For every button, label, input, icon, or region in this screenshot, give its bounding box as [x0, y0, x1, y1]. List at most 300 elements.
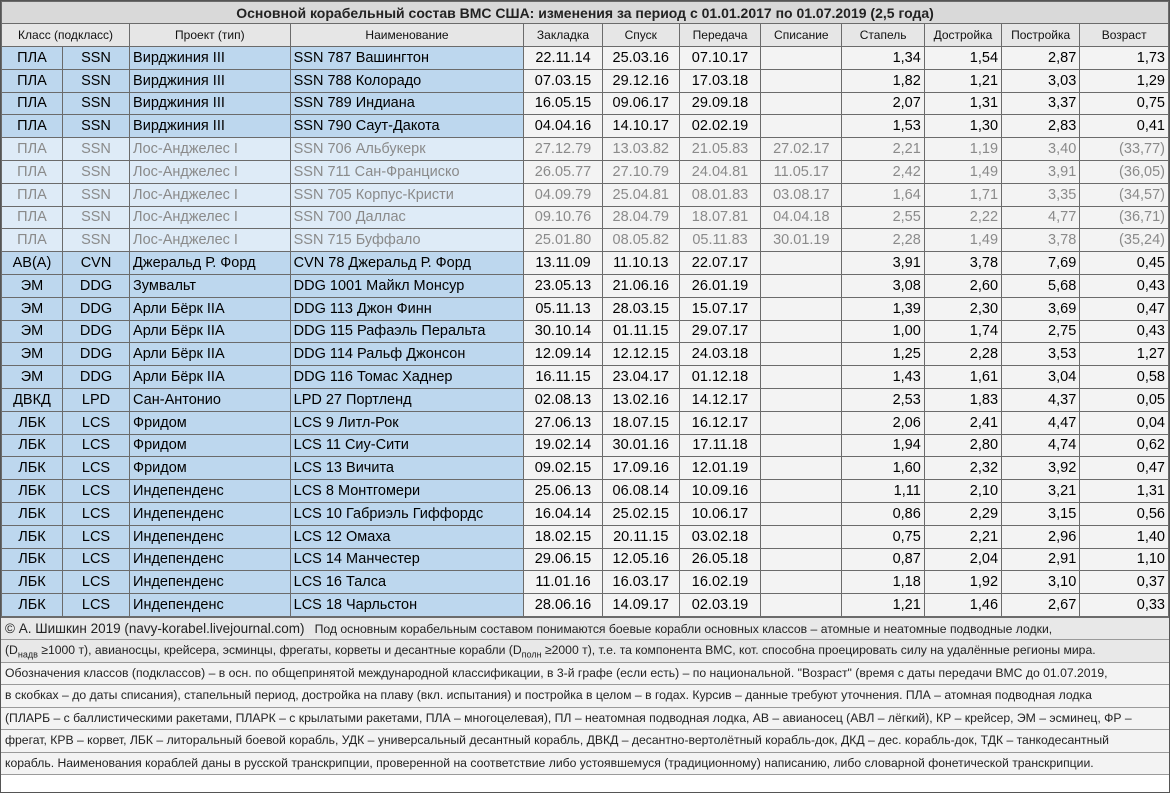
laid-down-cell: 13.11.09 — [524, 252, 602, 275]
fitting-out-cell: 1,30 — [924, 115, 1001, 138]
table-row — [2, 138, 1169, 161]
slipway-cell: 1,34 — [842, 47, 924, 70]
table-row — [2, 457, 1169, 480]
delivery-cell: 26.05.18 — [679, 548, 760, 571]
project-cell: Сан-Антонио — [130, 388, 291, 411]
table-row — [2, 411, 1169, 434]
class-cell: ПЛА — [2, 92, 63, 115]
construction-cell: 2,91 — [1002, 548, 1080, 571]
decommission-cell — [761, 548, 842, 571]
project-cell: Лос-Анджелес I — [130, 138, 291, 161]
name-cell: SSN 715 Буффало — [290, 229, 524, 252]
laid-down-cell: 12.09.14 — [524, 343, 602, 366]
launch-cell: 25.03.16 — [602, 47, 679, 70]
launch-cell: 14.10.17 — [602, 115, 679, 138]
fitting-out-cell: 1,49 — [924, 160, 1001, 183]
fitting-out-cell: 2,10 — [924, 480, 1001, 503]
fitting-out-cell: 2,22 — [924, 206, 1001, 229]
subclass-cell: LCS — [62, 480, 129, 503]
name-cell: SSN 700 Даллас — [290, 206, 524, 229]
launch-cell: 28.04.79 — [602, 206, 679, 229]
name-cell: SSN 790 Саут-Дакота — [290, 115, 524, 138]
name-cell: LCS 9 Литл-Рок — [290, 411, 524, 434]
fitting-out-cell: 1,49 — [924, 229, 1001, 252]
subclass-cell: CVN — [62, 252, 129, 275]
launch-cell: 06.08.14 — [602, 480, 679, 503]
decommission-cell: 27.02.17 — [761, 138, 842, 161]
fitting-out-cell: 1,92 — [924, 571, 1001, 594]
construction-cell: 4,37 — [1002, 388, 1080, 411]
fitting-out-cell: 2,04 — [924, 548, 1001, 571]
age-cell: 1,27 — [1080, 343, 1169, 366]
decommission-cell — [761, 320, 842, 343]
project-cell: Арли Бёрк IIA — [130, 297, 291, 320]
table-title: Основной корабельный состав ВМС США: изменения за период с 01.01.2017 по 01.07.2019 (2,5 года) — [2, 2, 1169, 24]
age-cell: (36,05) — [1080, 160, 1169, 183]
laid-down-cell: 09.10.76 — [524, 206, 602, 229]
age-cell: 0,62 — [1080, 434, 1169, 457]
project-cell: Арли Бёрк IIA — [130, 366, 291, 389]
construction-cell: 5,68 — [1002, 274, 1080, 297]
fitting-out-cell: 1,61 — [924, 366, 1001, 389]
fitting-out-cell: 1,83 — [924, 388, 1001, 411]
slipway-cell: 2,21 — [842, 138, 924, 161]
ships-table — [1, 1, 1169, 617]
table-row — [2, 320, 1169, 343]
age-cell: (36,71) — [1080, 206, 1169, 229]
slipway-cell: 1,21 — [842, 594, 924, 617]
slipway-cell: 1,39 — [842, 297, 924, 320]
delivery-cell: 07.10.17 — [679, 47, 760, 70]
name-cell: SSN 711 Сан-Франциско — [290, 160, 524, 183]
laid-down-cell: 16.04.14 — [524, 502, 602, 525]
class-cell: ПЛА — [2, 47, 63, 70]
slipway-cell: 2,07 — [842, 92, 924, 115]
table-row — [2, 92, 1169, 115]
table-row — [2, 206, 1169, 229]
note-text: ≥1000 т), авианосцы, крейсера, эсминцы, фрегаты, корветы и десантные корабли (D — [37, 643, 522, 658]
slipway-cell: 1,00 — [842, 320, 924, 343]
subclass-cell: DDG — [62, 274, 129, 297]
class-cell: ПЛА — [2, 206, 63, 229]
class-cell: ПЛА — [2, 69, 63, 92]
note-subscript: полн — [521, 649, 542, 660]
laid-down-cell: 26.05.77 — [524, 160, 602, 183]
decommission-cell: 03.08.17 — [761, 183, 842, 206]
project-cell: Зумвальт — [130, 274, 291, 297]
table-row — [2, 502, 1169, 525]
name-cell: CVN 78 Джеральд Р. Форд — [290, 252, 524, 275]
table-row — [2, 229, 1169, 252]
age-cell: (33,77) — [1080, 138, 1169, 161]
construction-cell: 4,47 — [1002, 411, 1080, 434]
age-cell: 1,31 — [1080, 480, 1169, 503]
laid-down-cell: 11.01.16 — [524, 571, 602, 594]
name-cell: LCS 12 Омаха — [290, 525, 524, 548]
project-cell: Индепенденс — [130, 571, 291, 594]
decommission-cell — [761, 594, 842, 617]
subclass-cell: LCS — [62, 502, 129, 525]
note-line-2 — [1, 640, 1169, 663]
decommission-cell — [761, 457, 842, 480]
age-cell: 0,47 — [1080, 457, 1169, 480]
table-row — [2, 115, 1169, 138]
laid-down-cell: 25.01.80 — [524, 229, 602, 252]
fitting-out-cell: 1,19 — [924, 138, 1001, 161]
launch-cell: 20.11.15 — [602, 525, 679, 548]
fitting-out-cell: 1,31 — [924, 92, 1001, 115]
launch-cell: 12.05.16 — [602, 548, 679, 571]
launch-cell: 13.03.82 — [602, 138, 679, 161]
note-line-5: (ПЛАРБ – с баллистическими ракетами, ПЛАРК – с крылатыми ракетами, ПЛА – многоцелевая), ПЛ – неатомная подводная лодка, АВ – авианосец (АВЛ – лёгкий), КР – крейсер, ЭМ – эсминец, ФР – — [1, 708, 1169, 731]
decommission-cell — [761, 366, 842, 389]
project-cell: Фридом — [130, 434, 291, 457]
note-subscript: надв — [17, 649, 38, 660]
note-line-3: Обозначения классов (подклассов) – в осн. по общепринятой международной классификации, в 3-й графе (если есть) – по национальной. "Возраст" (время с даты передачи ВМС до 01.07.2019, — [1, 663, 1169, 686]
table-row — [2, 343, 1169, 366]
fitting-out-cell: 3,78 — [924, 252, 1001, 275]
name-cell: DDG 116 Томас Хаднер — [290, 366, 524, 389]
fitting-out-cell: 1,21 — [924, 69, 1001, 92]
subclass-cell: DDG — [62, 297, 129, 320]
fitting-out-cell: 2,60 — [924, 274, 1001, 297]
launch-cell: 14.09.17 — [602, 594, 679, 617]
slipway-cell: 2,55 — [842, 206, 924, 229]
name-cell: SSN 706 Альбукерк — [290, 138, 524, 161]
slipway-cell: 1,11 — [842, 480, 924, 503]
fitting-out-cell: 2,32 — [924, 457, 1001, 480]
laid-down-cell: 16.11.15 — [524, 366, 602, 389]
age-cell: 0,05 — [1080, 388, 1169, 411]
name-cell: SSN 787 Вашингтон — [290, 47, 524, 70]
project-cell: Фридом — [130, 411, 291, 434]
decommission-cell: 11.05.17 — [761, 160, 842, 183]
delivery-cell: 26.01.19 — [679, 274, 760, 297]
decommission-cell — [761, 480, 842, 503]
laid-down-cell: 04.04.16 — [524, 115, 602, 138]
name-cell: DDG 113 Джон Финн — [290, 297, 524, 320]
subclass-cell: LCS — [62, 434, 129, 457]
age-cell: 0,75 — [1080, 92, 1169, 115]
class-cell: ЭМ — [2, 297, 63, 320]
class-cell: АВ(А) — [2, 252, 63, 275]
project-cell: Индепенденс — [130, 594, 291, 617]
notes-section — [1, 617, 1169, 776]
fitting-out-cell: 2,41 — [924, 411, 1001, 434]
construction-cell: 2,67 — [1002, 594, 1080, 617]
class-cell: ЛБК — [2, 571, 63, 594]
construction-cell: 3,03 — [1002, 69, 1080, 92]
construction-cell: 2,96 — [1002, 525, 1080, 548]
delivery-cell: 17.03.18 — [679, 69, 760, 92]
name-cell: LCS 18 Чарльстон — [290, 594, 524, 617]
fitting-out-cell: 1,46 — [924, 594, 1001, 617]
header-name: Наименование — [290, 24, 524, 47]
decommission-cell — [761, 274, 842, 297]
note-line-7: корабль. Наименования кораблей даны в русской транскрипции, проверенной на соответствие либо устоявшемуся (традиционному) написанию, либо словарной фонетической транскрипции. — [1, 753, 1169, 776]
class-cell: ЛБК — [2, 594, 63, 617]
table-row — [2, 388, 1169, 411]
header-project: Проект (тип) — [130, 24, 291, 47]
age-cell: 0,45 — [1080, 252, 1169, 275]
delivery-cell: 17.11.18 — [679, 434, 760, 457]
header-slipway: Стапель — [842, 24, 924, 47]
table-row — [2, 571, 1169, 594]
table-row — [2, 160, 1169, 183]
construction-cell: 3,78 — [1002, 229, 1080, 252]
class-cell: ЛБК — [2, 457, 63, 480]
table-row — [2, 366, 1169, 389]
delivery-cell: 24.04.81 — [679, 160, 760, 183]
age-cell: (34,57) — [1080, 183, 1169, 206]
construction-cell: 3,37 — [1002, 92, 1080, 115]
launch-cell: 28.03.15 — [602, 297, 679, 320]
launch-cell: 21.06.16 — [602, 274, 679, 297]
table-row — [2, 525, 1169, 548]
age-cell: 0,43 — [1080, 320, 1169, 343]
delivery-cell: 03.02.18 — [679, 525, 760, 548]
launch-cell: 11.10.13 — [602, 252, 679, 275]
name-cell: DDG 115 Рафаэль Перальта — [290, 320, 524, 343]
subclass-cell: SSN — [62, 92, 129, 115]
class-cell: ЛБК — [2, 480, 63, 503]
construction-cell: 3,04 — [1002, 366, 1080, 389]
delivery-cell: 16.02.19 — [679, 571, 760, 594]
subclass-cell: LCS — [62, 571, 129, 594]
decommission-cell — [761, 92, 842, 115]
laid-down-cell: 05.11.13 — [524, 297, 602, 320]
name-cell: LCS 8 Монтгомери — [290, 480, 524, 503]
name-cell: LCS 10 Габриэль Гиффордс — [290, 502, 524, 525]
slipway-cell: 0,87 — [842, 548, 924, 571]
name-cell: DDG 114 Ральф Джонсон — [290, 343, 524, 366]
header-class: Класс (подкласс) — [2, 24, 130, 47]
age-cell: 0,56 — [1080, 502, 1169, 525]
slipway-cell: 0,86 — [842, 502, 924, 525]
delivery-cell: 02.03.19 — [679, 594, 760, 617]
construction-cell: 4,77 — [1002, 206, 1080, 229]
fitting-out-cell: 1,54 — [924, 47, 1001, 70]
delivery-cell: 18.07.81 — [679, 206, 760, 229]
table-row — [2, 47, 1169, 70]
construction-cell: 3,21 — [1002, 480, 1080, 503]
launch-cell: 17.09.16 — [602, 457, 679, 480]
launch-cell: 30.01.16 — [602, 434, 679, 457]
delivery-cell: 29.07.17 — [679, 320, 760, 343]
laid-down-cell: 23.05.13 — [524, 274, 602, 297]
launch-cell: 12.12.15 — [602, 343, 679, 366]
class-cell: ЭМ — [2, 343, 63, 366]
class-cell: ПЛА — [2, 160, 63, 183]
construction-cell: 4,74 — [1002, 434, 1080, 457]
name-cell: SSN 705 Корпус-Кристи — [290, 183, 524, 206]
header-delivery: Передача — [679, 24, 760, 47]
project-cell: Лос-Анджелес I — [130, 160, 291, 183]
class-cell: ЭМ — [2, 366, 63, 389]
table-row — [2, 434, 1169, 457]
slipway-cell: 2,42 — [842, 160, 924, 183]
project-cell: Индепенденс — [130, 525, 291, 548]
slipway-cell: 1,60 — [842, 457, 924, 480]
age-cell: 1,29 — [1080, 69, 1169, 92]
laid-down-cell: 29.06.15 — [524, 548, 602, 571]
name-cell: SSN 789 Индиана — [290, 92, 524, 115]
name-cell: SSN 788 Колорадо — [290, 69, 524, 92]
age-cell: 1,40 — [1080, 525, 1169, 548]
slipway-cell: 1,82 — [842, 69, 924, 92]
name-cell: LCS 14 Манчестер — [290, 548, 524, 571]
subclass-cell: LCS — [62, 525, 129, 548]
project-cell: Индепенденс — [130, 502, 291, 525]
laid-down-cell: 19.02.14 — [524, 434, 602, 457]
delivery-cell: 24.03.18 — [679, 343, 760, 366]
class-cell: ЛБК — [2, 434, 63, 457]
launch-cell: 25.04.81 — [602, 183, 679, 206]
note-line-1 — [1, 618, 1169, 641]
slipway-cell: 1,25 — [842, 343, 924, 366]
table-row — [2, 274, 1169, 297]
decommission-cell — [761, 252, 842, 275]
header-decommission: Списание — [761, 24, 842, 47]
decommission-cell — [761, 525, 842, 548]
slipway-cell: 3,08 — [842, 274, 924, 297]
laid-down-cell: 16.05.15 — [524, 92, 602, 115]
construction-cell: 2,75 — [1002, 320, 1080, 343]
delivery-cell: 05.11.83 — [679, 229, 760, 252]
laid-down-cell: 22.11.14 — [524, 47, 602, 70]
laid-down-cell: 27.06.13 — [524, 411, 602, 434]
slipway-cell: 3,91 — [842, 252, 924, 275]
class-cell: ПЛА — [2, 183, 63, 206]
subclass-cell: DDG — [62, 320, 129, 343]
class-cell: ЭМ — [2, 274, 63, 297]
subclass-cell: LCS — [62, 457, 129, 480]
slipway-cell: 1,94 — [842, 434, 924, 457]
laid-down-cell: 09.02.15 — [524, 457, 602, 480]
slipway-cell: 2,53 — [842, 388, 924, 411]
note-text: (D — [5, 643, 18, 658]
delivery-cell: 14.12.17 — [679, 388, 760, 411]
project-cell: Вирджиния III — [130, 69, 291, 92]
project-cell: Вирджиния III — [130, 47, 291, 70]
class-cell: ДВКД — [2, 388, 63, 411]
project-cell: Лос-Анджелес I — [130, 183, 291, 206]
decommission-cell — [761, 115, 842, 138]
header-laid-down: Закладка — [524, 24, 602, 47]
age-cell: (35,24) — [1080, 229, 1169, 252]
header-age: Возраст — [1080, 24, 1169, 47]
subclass-cell: SSN — [62, 183, 129, 206]
construction-cell: 2,83 — [1002, 115, 1080, 138]
project-cell: Арли Бёрк IIA — [130, 320, 291, 343]
subclass-cell: SSN — [62, 229, 129, 252]
table-body — [2, 47, 1169, 617]
class-cell: ПЛА — [2, 115, 63, 138]
launch-cell: 27.10.79 — [602, 160, 679, 183]
project-cell: Лос-Анджелес I — [130, 229, 291, 252]
launch-cell: 01.11.15 — [602, 320, 679, 343]
fitting-out-cell: 2,29 — [924, 502, 1001, 525]
project-cell: Индепенденс — [130, 480, 291, 503]
laid-down-cell: 02.08.13 — [524, 388, 602, 411]
delivery-cell: 01.12.18 — [679, 366, 760, 389]
subclass-cell: LCS — [62, 594, 129, 617]
subclass-cell: DDG — [62, 343, 129, 366]
launch-cell: 08.05.82 — [602, 229, 679, 252]
table-row — [2, 548, 1169, 571]
header-construction: Постройка — [1002, 24, 1080, 47]
construction-cell: 7,69 — [1002, 252, 1080, 275]
age-cell: 0,43 — [1080, 274, 1169, 297]
delivery-cell: 16.12.17 — [679, 411, 760, 434]
class-cell: ПЛА — [2, 229, 63, 252]
delivery-cell: 22.07.17 — [679, 252, 760, 275]
project-cell: Вирджиния III — [130, 92, 291, 115]
launch-cell: 25.02.15 — [602, 502, 679, 525]
table-row — [2, 480, 1169, 503]
decommission-cell: 04.04.18 — [761, 206, 842, 229]
fitting-out-cell: 2,28 — [924, 343, 1001, 366]
name-cell: LCS 13 Вичита — [290, 457, 524, 480]
age-cell: 0,58 — [1080, 366, 1169, 389]
project-cell: Арли Бёрк IIA — [130, 343, 291, 366]
table-row — [2, 297, 1169, 320]
subclass-cell: SSN — [62, 115, 129, 138]
launch-cell: 29.12.16 — [602, 69, 679, 92]
note-line-4: в скобках – до даты списания), стапельный период, достройка на плаву (вкл. испытания) и постройка в целом – в годах. Курсив – данные требуют уточнения. ПЛА – атомная подводная лодка — [1, 685, 1169, 708]
construction-cell: 3,15 — [1002, 502, 1080, 525]
project-cell: Индепенденс — [130, 548, 291, 571]
delivery-cell: 29.09.18 — [679, 92, 760, 115]
class-cell: ЛБК — [2, 411, 63, 434]
subclass-cell: LPD — [62, 388, 129, 411]
class-cell: ЛБК — [2, 525, 63, 548]
construction-cell: 2,87 — [1002, 47, 1080, 70]
name-cell: LCS 16 Талса — [290, 571, 524, 594]
note-text: ≥2000 т), т.е. та компонента ВМС, кот. способна проецировать силу на удалённые регионы мира. — [541, 643, 1096, 658]
slipway-cell: 2,06 — [842, 411, 924, 434]
project-cell: Вирджиния III — [130, 115, 291, 138]
class-cell: ЛБК — [2, 548, 63, 571]
laid-down-cell: 30.10.14 — [524, 320, 602, 343]
laid-down-cell: 25.06.13 — [524, 480, 602, 503]
construction-cell: 3,91 — [1002, 160, 1080, 183]
class-cell: ПЛА — [2, 138, 63, 161]
slipway-cell: 2,28 — [842, 229, 924, 252]
laid-down-cell: 18.02.15 — [524, 525, 602, 548]
laid-down-cell: 07.03.15 — [524, 69, 602, 92]
construction-cell: 3,10 — [1002, 571, 1080, 594]
subclass-cell: DDG — [62, 366, 129, 389]
delivery-cell: 08.01.83 — [679, 183, 760, 206]
subclass-cell: LCS — [62, 548, 129, 571]
fitting-out-cell: 1,74 — [924, 320, 1001, 343]
subclass-cell: SSN — [62, 160, 129, 183]
decommission-cell — [761, 434, 842, 457]
fitting-out-cell: 2,30 — [924, 297, 1001, 320]
launch-cell: 09.06.17 — [602, 92, 679, 115]
decommission-cell — [761, 411, 842, 434]
project-cell: Джеральд Р. Форд — [130, 252, 291, 275]
age-cell: 0,04 — [1080, 411, 1169, 434]
laid-down-cell: 04.09.79 — [524, 183, 602, 206]
age-cell: 1,10 — [1080, 548, 1169, 571]
subclass-cell: LCS — [62, 411, 129, 434]
fitting-out-cell: 2,80 — [924, 434, 1001, 457]
name-cell: LPD 27 Портленд — [290, 388, 524, 411]
decommission-cell — [761, 69, 842, 92]
header-launch: Спуск — [602, 24, 679, 47]
